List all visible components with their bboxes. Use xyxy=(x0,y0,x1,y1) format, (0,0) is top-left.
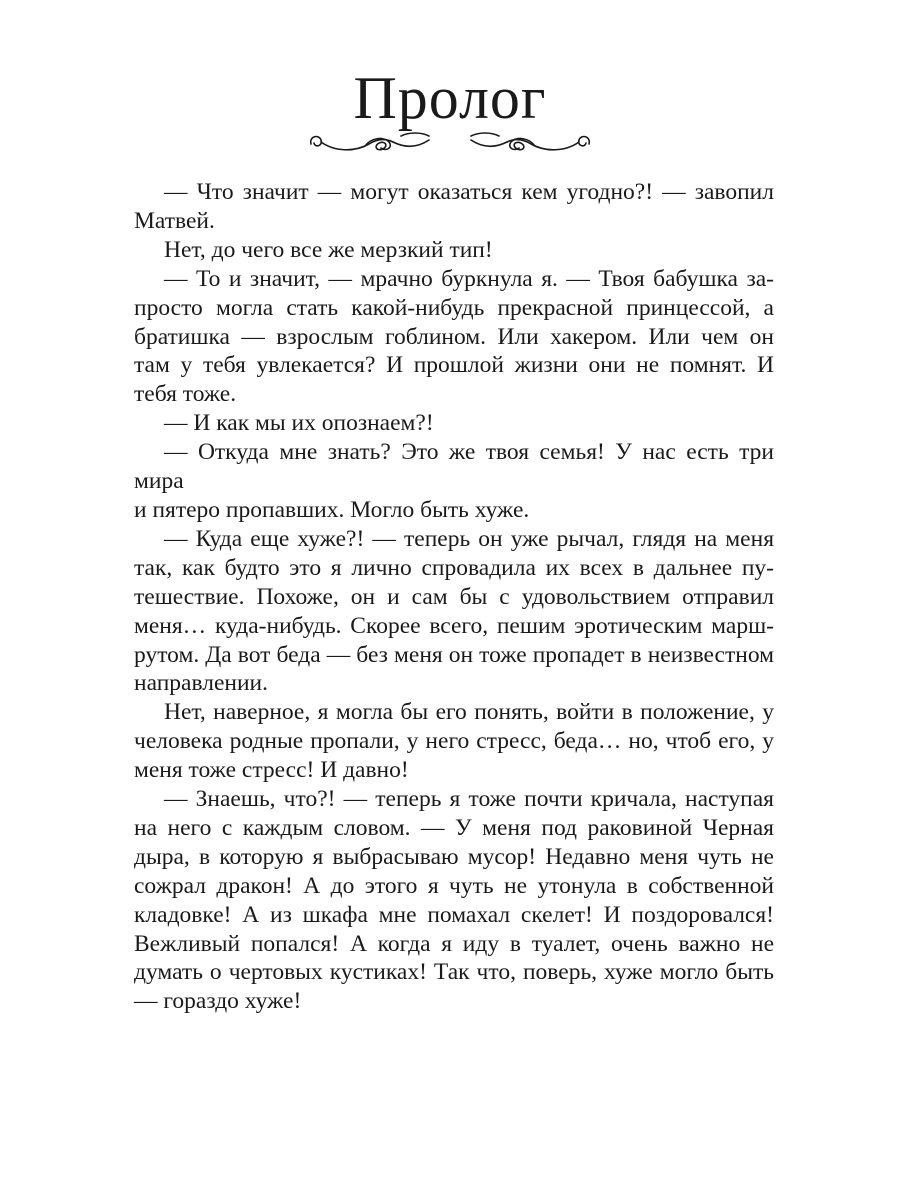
text-line: рутом. Да вот беда — без меня он тоже пропадет в неизвестном xyxy=(134,641,774,668)
text-line: — Знаешь, что?! — теперь я тоже почти кричала, наступая xyxy=(164,786,774,813)
text-line: тебя тоже. xyxy=(134,381,237,408)
text-line: меня тоже стресс! И давно! xyxy=(134,757,409,784)
text-line: — И как мы их опознаем?! xyxy=(164,410,434,437)
paragraph xyxy=(134,525,774,698)
text-line: меня… куда-нибудь. Скорее всего, пешим эротическим марш- xyxy=(134,612,774,639)
text-line: Матвей. xyxy=(134,207,215,234)
text-line: — гораздо хуже! xyxy=(134,988,302,1015)
text-line: тешествие. Похоже, он и сам бы с удовольствием отправил xyxy=(134,583,774,610)
text-line: там у тебя увлекается? И прошлой жизни они не помнят. И xyxy=(134,352,774,379)
text-line: направлении. xyxy=(134,670,269,697)
text-line: — То и значит, — мрачно буркнула я. — Твоя бабушка за- xyxy=(164,265,774,292)
ornament-flourish-icon xyxy=(305,126,595,162)
text-line: Нет, наверное, я могла бы его понять, войти в положение, у xyxy=(164,699,774,726)
paragraph xyxy=(134,698,774,785)
text-line: на него с каждым словом. — У меня под раковиной Черная xyxy=(134,814,774,841)
paragraph xyxy=(134,409,774,438)
text-line: и пятеро пропавших. Могло быть хуже. xyxy=(134,496,530,523)
text-line: сожрал дракон! А до этого я чуть не утонула в собственной xyxy=(134,872,774,899)
paragraph xyxy=(134,438,774,525)
text-line: Вежливый попался! А когда я иду в туалет, очень важно не xyxy=(134,930,774,957)
text-line: просто могла стать какой-нибудь прекрасной принцессой, а xyxy=(134,294,774,321)
paragraph xyxy=(134,785,774,1016)
text-line: так, как будто это я лично спровадила их всех в дальнее пу- xyxy=(134,554,774,581)
paragraph xyxy=(134,236,774,265)
text-line: братишка — взрослым гоблином. Или хакером. Или чем он xyxy=(134,323,774,350)
text-line: кладовке! А из шкафа мне помахал скелет! И поздоровался! xyxy=(134,901,774,928)
text-line: — Что значит — могут оказаться кем угодно?! — завопил xyxy=(164,179,774,205)
chapter-title: Пролог xyxy=(353,65,547,131)
text-line: думать о чертовых кустиках! Так что, поверь, хуже могло быть xyxy=(134,959,774,986)
text-line: — Откуда мне знать? Это же твоя семья! У нас есть три мира xyxy=(134,439,774,495)
text-line: дыра, в которую я выбрасываю мусор! Недавно меня чуть не xyxy=(134,843,774,870)
paragraph xyxy=(134,178,774,236)
paragraph xyxy=(134,265,774,410)
text-line: — Куда еще хуже?! — теперь он уже рычал, глядя на меня xyxy=(164,525,774,552)
prose-body xyxy=(134,178,774,1016)
text-line: человека родные пропали, у него стресс, беда… но, чтоб его, у xyxy=(134,728,774,755)
text-line: Нет, до чего все же мерзкий тип! xyxy=(164,236,493,263)
